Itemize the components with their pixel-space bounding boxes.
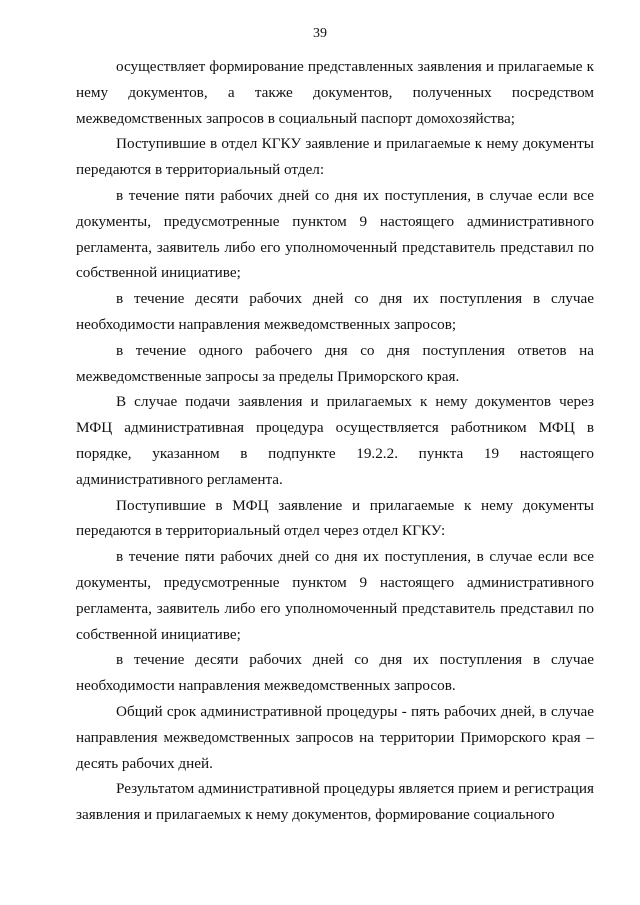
paragraph-9: в течение десяти рабочих дней со дня их поступления в случае необходимости направления межведомственных запросов.: [76, 651, 594, 695]
paragraph-10: Общий срок административной процедуры - пять рабочих дней, в случае направления межведомственных запросов на территории Приморского края – десять рабочих дней.: [76, 702, 594, 772]
page-number: 39: [313, 26, 327, 41]
paragraph-3: в течение пяти рабочих дней со дня их поступления, в случае если все документы, предусмотренные пунктом 9 настоящего административного регламента, заявитель либо его уполномоченный представитель представил по собственной инициативе;: [76, 186, 594, 282]
paragraph-2: Поступившие в отдел КГКУ заявление и прилагаемые к нему документы передаются в территориальный отдел:: [76, 135, 594, 179]
paragraph-1: осуществляет формирование представленных заявления и прилагаемые к нему документов, а также документов, полученных посредством межведомственных запросов в социальный паспорт домохозяйства;: [76, 58, 594, 127]
paragraph-4: в течение десяти рабочих дней со дня их поступления в случае необходимости направления межведомственных запросов;: [76, 290, 594, 333]
paragraph-6: В случае подачи заявления и прилагаемых к нему документов через МФЦ административная процедура осуществляется работником МФЦ в порядке, указанном в подпункте 19.2.2. пункта 19 настоящего административного регламента.: [76, 393, 594, 488]
paragraph-11: Результатом административной процедуры является прием и регистрация заявления и прилагаемых к нему документов, формирование социального: [76, 780, 594, 824]
document-body: [76, 54, 594, 828]
paragraph-8: в течение пяти рабочих дней со дня их поступления, в случае если все документы, предусмотренные пунктом 9 настоящего административного регламента, заявитель либо его уполномоченный представитель представил по собственной инициативе;: [76, 548, 594, 643]
paragraph-5: в течение одного рабочего дня со дня поступления ответов на межведомственные запросы за пределы Приморского края.: [76, 341, 594, 385]
paragraph-7: Поступившие в МФЦ заявление и прилагаемые к нему документы передаются в территориальный отдел через отдел КГКУ:: [76, 496, 594, 540]
